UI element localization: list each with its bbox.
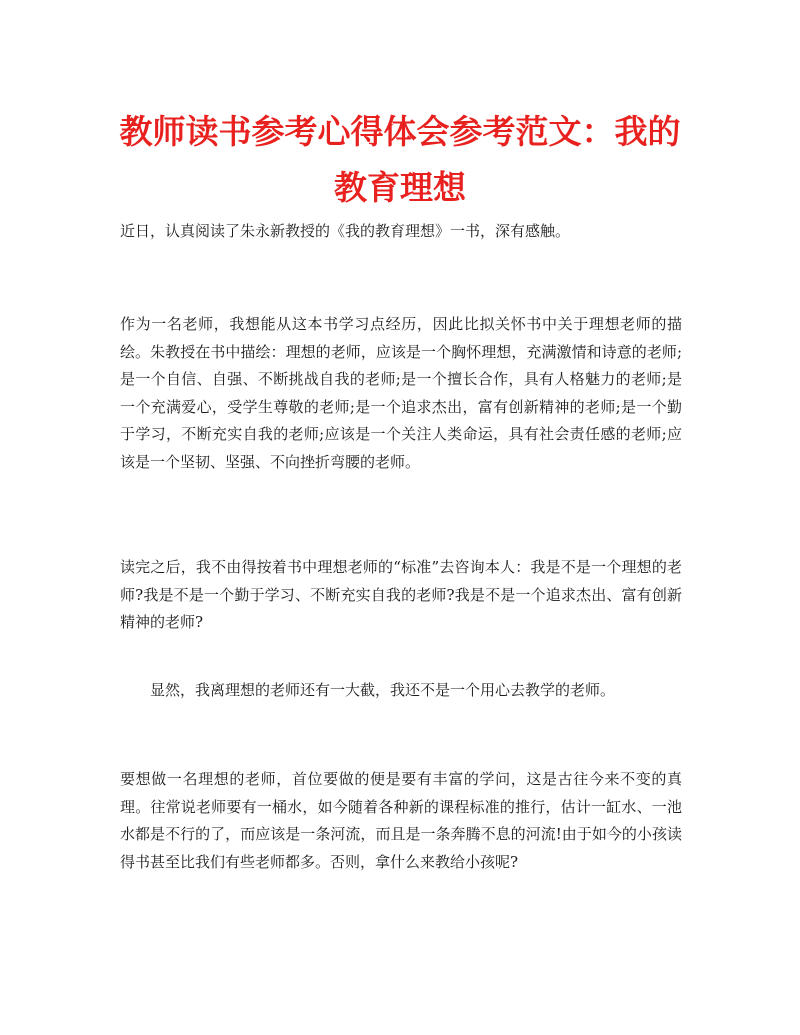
document-title: 教师读书参考心得体会参考范文：我的教育理想	[119, 112, 681, 207]
paragraph-conclusion: 显然，我离理想的老师还有一大截，我还不是一个用心去教学的老师。	[150, 681, 616, 699]
paragraph-knowledge: 要想做一名理想的老师，首位要做的便是要有丰富的学问，这是古往今来不变的真理。往常说老师要有一桶水，如今随着各种新的课程标准的推行，估计一缸水、一池水都是不行的了，而应该是一条河流，而且是一条奔腾不息的河流!由于如今的小孩读得书甚至比我们有些老师都多。否则，拿什么来教给小孩呢?	[120, 770, 682, 871]
paragraph-self-reflection: 读完之后，我不由得按着书中理想老师的“标准”去咨询本人：我是不是一个理想的老师?我是不是一个勤于学习、不断充实自我的老师?我是不是一个追求杰出、富有创新精神的老师?	[120, 558, 682, 632]
paragraph-intro: 近日，认真阅读了朱永新教授的《我的教育理想》一书，深有感触。	[120, 222, 571, 240]
paragraph-ideal-teacher-description: 作为一名老师，我想能从这本书学习点经历，因此比拟关怀书中关于理想老师的描绘。朱教授在书中描绘：理想的老师，应该是一个胸怀理想，充满激情和诗意的老师;是一个自信、自强、不断挑战自我的老师;是一个擅长合作，具有人格魅力的老师;是一个充满爱心，受学生尊敬的老师;是一个追求杰出，富有创新精神的老师;是一个勤于学习，不断充实自我的老师;应该是一个关注人类命运，具有社会责任感的老师;应该是一个坚韧、坚强、不向挫折弯腰的老师。	[120, 315, 682, 471]
